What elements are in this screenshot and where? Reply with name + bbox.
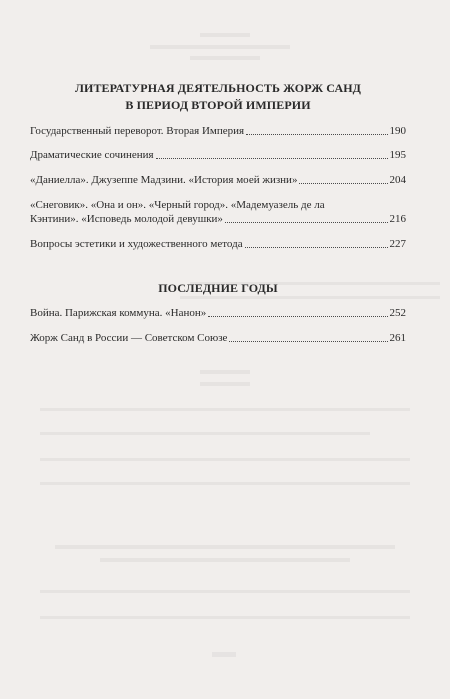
toc-entry-page: 216 xyxy=(389,213,406,225)
section-heading-line: В ПЕРИОД ВТОРОЙ ИМПЕРИИ xyxy=(125,98,311,112)
toc-entry xyxy=(30,198,406,226)
toc-entry-page: 190 xyxy=(389,125,406,137)
section-heading xyxy=(30,80,406,114)
toc-entry-title: Вопросы эстетики и художественного метода xyxy=(30,238,243,250)
toc-list xyxy=(30,306,406,345)
toc-entry-title: Война. Парижская коммуна. «Нанон» xyxy=(30,307,207,319)
toc-entry-page: 261 xyxy=(389,332,406,344)
toc-entry xyxy=(30,173,406,187)
dot-leader xyxy=(156,158,388,159)
dot-leader xyxy=(208,316,387,317)
table-of-contents xyxy=(30,68,406,345)
toc-entry-page: 227 xyxy=(389,238,406,250)
dot-leader xyxy=(299,183,387,184)
toc-entry-title: «Даниелла». Джузеппе Мадзини. «История моей жизни» xyxy=(30,174,298,186)
section-heading xyxy=(30,280,406,297)
section-heading-line: ЛИТЕРАТУРНАЯ ДЕЯТЕЛЬНОСТЬ ЖОРЖ САНД xyxy=(74,81,362,95)
dot-leader xyxy=(246,134,387,135)
toc-entry-title: Драматические сочинения xyxy=(30,149,154,161)
toc-entry-title: Жорж Санд в России — Советском Союзе xyxy=(30,332,228,344)
section-heading-line: ПОСЛЕДНИЕ ГОДЫ xyxy=(158,281,278,295)
toc-entry xyxy=(30,331,406,345)
toc-entry-page: 204 xyxy=(389,174,406,186)
toc-entry-title: Государственный переворот. Вторая Империя xyxy=(30,125,245,137)
toc-entry-title-line: «Снеговик». «Она и он». «Черный город». «Мадемуазель де ла xyxy=(30,199,325,211)
toc-list xyxy=(30,124,406,251)
toc-entry-title-line: Кэнтини». «Исповедь молодой девушки» xyxy=(30,213,223,225)
toc-entry xyxy=(30,237,406,251)
dot-leader xyxy=(225,222,388,223)
toc-entry xyxy=(30,148,406,162)
toc-entry xyxy=(30,306,406,320)
toc-entry-page: 195 xyxy=(389,149,406,161)
toc-entry xyxy=(30,124,406,138)
toc-entry-page: 252 xyxy=(389,307,406,319)
dot-leader xyxy=(229,341,387,342)
dot-leader xyxy=(245,247,388,248)
